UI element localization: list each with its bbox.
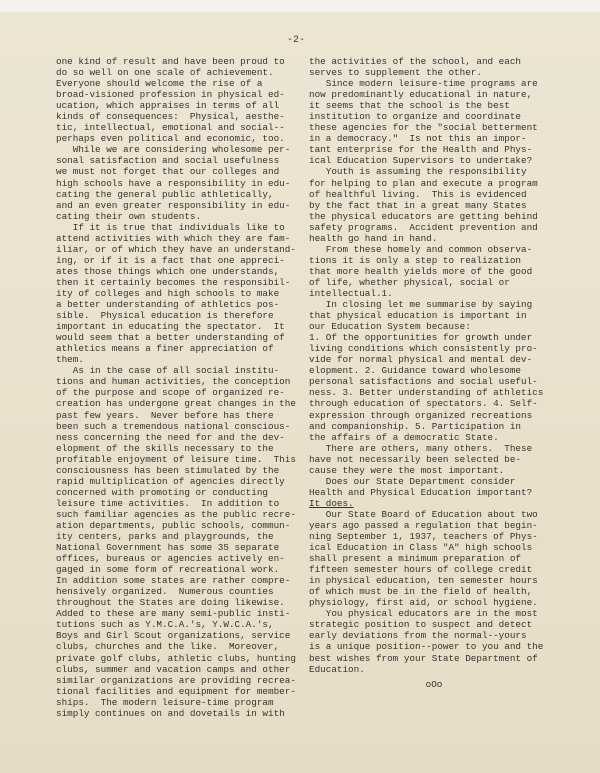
page-number: -2- — [287, 35, 306, 46]
text-line: ical Education in Class "A" high schools — [309, 542, 533, 554]
text-line: would seem that a better understanding of — [56, 332, 285, 344]
text-line: gaged in some form of recreational work. — [56, 564, 280, 576]
text-line: In closing let me summarise by saying — [309, 299, 533, 311]
text-line: such familiar agencies as the public recre- — [56, 508, 296, 520]
text-line: rapid multiplication of agencies directly — [56, 475, 285, 487]
text-line: tions and human activities, the conception — [56, 376, 291, 388]
left-text-column — [56, 56, 296, 719]
text-line: attend activities with which they are fam- — [56, 232, 291, 244]
text-line: 1. Of the opportunities for growth under — [309, 332, 533, 344]
text-line: important in educating the spectator. It — [56, 321, 285, 333]
text-line: institution to organize and coordinate — [309, 111, 522, 123]
text-line: our Education System because: — [309, 321, 471, 333]
text-line: Education. — [309, 663, 365, 675]
text-line: expression through organized recreations — [309, 409, 533, 421]
right-text-column — [309, 56, 559, 690]
text-line: Boys and Girl Scout organizations, service — [56, 630, 291, 642]
text-line: broad-visioned profession in physical ed- — [56, 89, 285, 101]
text-line: ucation, which appraises in terms of all — [56, 100, 280, 112]
text-line: simply continues on and dovetails in with — [56, 707, 285, 719]
text-line: hensively organized. Numerous counties — [56, 586, 274, 598]
text-line: creation has undergone great changes in the — [56, 398, 296, 410]
text-line: ing, or if it is a fact that one appreci- — [56, 254, 285, 266]
text-line: safety programs. Accident prevention and — [309, 221, 538, 233]
text-line: tic, intellectual, emotional and social-- — [56, 122, 285, 134]
text-line: tional facilities and equipment for member- — [56, 685, 296, 697]
text-line: You physical educators are in the most — [309, 608, 538, 620]
text-line: of the purpose and scope of organized re- — [56, 387, 285, 399]
text-line: do so well on one scale of achievement. — [56, 67, 274, 79]
text-line: by the fact that in a great many States — [309, 199, 527, 211]
text-line: ness concerning the need for and the dev- — [56, 431, 285, 443]
text-line: that physical education is important in — [309, 310, 527, 322]
text-line: cating their own students. — [56, 210, 202, 222]
text-line: athletics means a finer appreciation of — [56, 343, 274, 355]
text-line: perhaps even political and economic, too. — [56, 133, 285, 145]
text-line: shall present a minimum preparation of — [309, 553, 522, 565]
text-line: physiology, first aid, or school hygiene. — [309, 597, 538, 609]
text-line: clubs, summer and vacation camps and other — [56, 663, 291, 675]
text-line: them. — [56, 354, 84, 366]
text-line: As in the case of all social institu- — [56, 365, 280, 377]
text-line: Youth is assuming the responsibility — [309, 166, 527, 178]
text-line: ates those things which one understands, — [56, 265, 280, 277]
text-line: the physical educators are getting behind — [309, 210, 538, 222]
text-line: similar organizations are providing recrea- — [56, 674, 296, 686]
text-line: best wishes from your State Department of — [309, 652, 538, 664]
text-line: in a democracy." Is not this an impor- — [309, 133, 527, 145]
text-line: strategic position to suspect and detect — [309, 619, 533, 631]
text-line: living conditions which consistently pro- — [309, 343, 538, 355]
text-line: a better understanding of athletics pos- — [56, 299, 280, 311]
text-line: then it certainly becomes the responsibil- — [56, 276, 291, 288]
text-line: of which must be in the field of health, — [309, 586, 533, 598]
text-line: While we are considering wholesome per- — [56, 144, 291, 156]
text-line: tutions such as Y.M.C.A.'s, Y.W.C.A.'s, — [56, 619, 274, 631]
text-line: have not necessarily been selected be- — [309, 453, 522, 465]
text-line: clubs, churches and the like. Moreover, — [56, 641, 280, 653]
text-line: Everyone should welcome the rise of a — [56, 78, 263, 90]
text-line: is a unique position--power to you and the — [309, 641, 544, 653]
text-line: past few years. Never before has there — [56, 409, 274, 421]
text-line: ical Education Supervisors to undertake? — [309, 155, 533, 167]
text-line: Since modern leisure-time programs are — [309, 78, 538, 90]
scan-top-margin — [0, 0, 600, 12]
text-line: fifteen semester hours of college credit — [309, 564, 533, 576]
text-line: one kind of result and have been proud to — [56, 56, 285, 67]
text-line: offices, bureaus or agencies actively en- — [56, 553, 285, 565]
text-line: sible. Physical education is therefore — [56, 310, 274, 322]
text-line: for helping to plan and execute a program — [309, 177, 538, 189]
text-line: throughout the States are doing likewise. — [56, 597, 285, 609]
text-line: In addition some states are rather compre- — [56, 575, 291, 587]
text-line: tant enterprise for the Health and Phys- — [309, 144, 533, 156]
text-line: it seems that the school is the best — [309, 100, 510, 112]
text-line: been such a tremendous national conscious- — [56, 420, 291, 432]
text-line: these agencies for the "social betterment — [309, 122, 538, 134]
text-line: health go hand in hand. — [309, 232, 438, 244]
text-line: Our State Board of Education about two — [309, 508, 538, 520]
text-line: in physical education, ten semester hours — [309, 575, 538, 587]
text-line: It does. — [309, 497, 354, 509]
text-line: of healthful living. This is evidenced — [309, 188, 527, 200]
text-line: the activities of the school, and each — [309, 56, 522, 67]
text-line: If it is true that individuals like to — [56, 221, 285, 233]
text-line: serves to supplement the other. — [309, 67, 482, 79]
text-line: sonal satisfaction and social usefulness — [56, 155, 280, 167]
text-line: concerned with promoting or conducting — [56, 486, 269, 498]
text-line: that more health yields more of the good — [309, 265, 533, 277]
text-line: private golf clubs, athletic clubs, hunting — [56, 652, 296, 664]
text-line: of life, whether physical, social or — [309, 276, 510, 288]
text-line: From these homely and common observa- — [309, 243, 533, 255]
text-line: iliar, or of which they have an understand- — [56, 243, 296, 255]
text-line: ships. The modern leisure-time program — [56, 696, 274, 708]
text-line: and companionship. 5. Participation in — [309, 420, 522, 432]
text-line: Does our State Department consider — [309, 475, 516, 487]
text-line: cause they were the most important. — [309, 464, 505, 476]
text-line: cating the general public athletically, — [56, 188, 274, 200]
text-line: profitable enjoyment of leisure time. This — [56, 453, 296, 465]
text-line: high schools have a responsibility in edu- — [56, 177, 291, 189]
text-line: through education of spectators. 4. Self- — [309, 398, 538, 410]
text-line: ness. 3. Better understanding of athletics — [309, 387, 544, 399]
text-line: ning September 1, 1937, teachers of Phys- — [309, 531, 538, 543]
text-line: and an even greater responsibility in edu- — [56, 199, 291, 211]
text-line: elopment of the skills necessary to the — [56, 442, 274, 454]
text-line: vide for normal physical and mental dev- — [309, 354, 533, 366]
text-line: There are others, many others. These — [309, 442, 533, 454]
text-line: ity of colleges and high schools to make — [56, 287, 280, 299]
end-mark: oOo — [425, 678, 443, 690]
text-line: now predominantly educational in nature, — [309, 89, 533, 101]
text-line: Added to these are many semi-public insti- — [56, 608, 291, 620]
text-line: the affairs of a democratic State. — [309, 431, 499, 443]
text-line: elopment. 2. Guidance toward wholesome — [309, 365, 522, 377]
text-line: years ago passed a regulation that begin- — [309, 519, 538, 531]
text-line: National Government has some 35 separate — [56, 542, 280, 554]
text-line: personal satisfactions and social useful- — [309, 376, 538, 388]
text-line: ity centers, parks and playgrounds, the — [56, 531, 274, 543]
text-line: ation departments, public schools, commun- — [56, 519, 291, 531]
text-line: intellectual.1. — [309, 287, 393, 299]
text-line: we must not forget that our colleges and — [56, 166, 280, 178]
text-line: Health and Physical Education important? — [309, 486, 533, 498]
text-line: early deviations from the normal--yours — [309, 630, 527, 642]
text-line: tions it is only a step to realization — [309, 254, 522, 266]
text-line: kinds of consequences: Physical, aesthe- — [56, 111, 285, 123]
text-line: leisure time activities. In addition to — [56, 497, 280, 509]
text-line: consciousness has been stimulated by the — [56, 464, 280, 476]
